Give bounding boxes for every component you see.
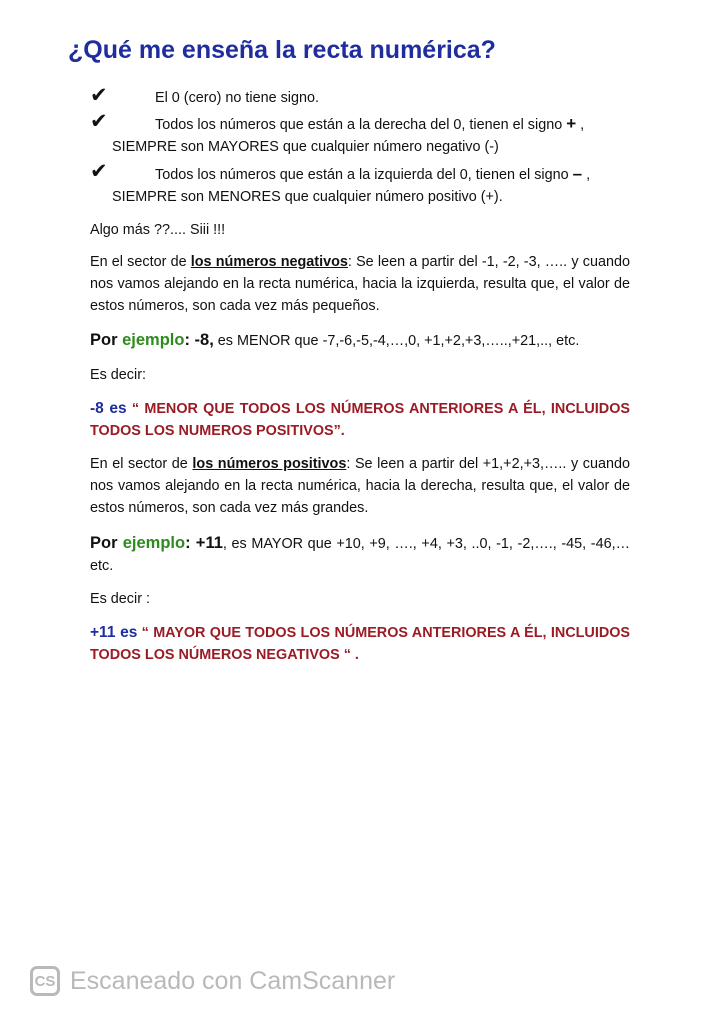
bullet-item <box>90 160 650 208</box>
ejemplo-word: ejemplo <box>122 534 186 552</box>
para-text: : Se leen a partir del +1,+2,+3,….. y cuando nos vamos alejando en la recta numérica, hacia la derecha, resulta que, el valor de estos números, son cada vez más grandes. <box>90 456 630 516</box>
negativos-paragraph <box>90 251 630 317</box>
bullet-text-end: , <box>582 167 591 183</box>
ejemplo-number: : +11 <box>185 534 223 552</box>
conclusion-number: +11 es <box>90 624 138 641</box>
bullet-item <box>90 84 650 109</box>
es-decir-text: Es decir: <box>90 367 146 383</box>
bullet-text-end: , <box>576 117 585 133</box>
plus-sign: + <box>566 114 577 133</box>
para-text: En el sector de <box>90 456 193 472</box>
para-text: En el sector de <box>90 254 191 270</box>
ejemplo-label: Por <box>90 534 123 552</box>
ejemplo-number: : -8, <box>184 331 214 349</box>
conclusion-text: “ MENOR QUE TODOS LOS NÚMEROS ANTERIORES A ÉL, INCLUIDOS TODOS LOS NUMEROS POSITIVOS”. <box>90 401 630 439</box>
camscanner-logo-icon: CS <box>30 966 60 996</box>
negativos-highlight: los números negativos <box>190 254 348 270</box>
es-decir-text: Es decir : <box>90 591 150 607</box>
conclusion-positivo <box>90 622 630 666</box>
ejemplo-word: ejemplo <box>122 331 185 349</box>
conclusion-text: “ MAYOR QUE TODOS LOS NÚMEROS ANTERIORES A ÉL, INCLUIDOS TODOS LOS NÚMEROS NEGATIVOS “ . <box>90 625 631 663</box>
ejemplo-text: es MENOR que -7,-6,-5,-4,…,0, +1,+2,+3,…..,+21,.., etc. <box>213 333 580 349</box>
bullet-text-line2: SIEMPRE son MAYORES que cualquier número negativo (-) <box>112 139 499 155</box>
bullet-text-line2: SIEMPRE son MENORES que cualquier número positivo (+). <box>112 189 503 205</box>
page-title: ¿Qué me enseña la recta numérica? <box>68 36 496 64</box>
ejemplo-text: , es MAYOR que +10, +9, …., +4, +3, ..0, -1, -2,…., -45, -46,…etc. <box>90 536 630 574</box>
bullet-text: Todos los números que están a la izquierda del 0, tienen el signo <box>155 167 573 183</box>
ejemplo-label: Por <box>90 331 123 349</box>
positivos-highlight: los números positivos <box>192 456 347 472</box>
bullet-item <box>90 110 650 158</box>
checkmark-icon: ✔ <box>90 84 108 107</box>
algo-mas-text: Algo más ??.... Siii !!! <box>90 222 226 238</box>
conclusion-number: -8 es <box>90 400 127 417</box>
checkmark-icon: ✔ <box>90 160 108 183</box>
positivos-paragraph <box>90 453 630 519</box>
ejemplo-positivo <box>90 532 630 577</box>
ejemplo-negativo <box>90 329 630 352</box>
conclusion-negativo <box>90 398 630 442</box>
minus-sign: – <box>572 164 583 183</box>
para-text: : Se leen a partir del -1, -2, -3, ….. y cuando nos vamos alejando en la recta numérica, hacia la izquierda, resulta que, el valor de estos números, son cada vez más pequeños. <box>90 254 630 314</box>
watermark-text: Escaneado con CamScanner <box>70 966 396 995</box>
camscanner-watermark <box>30 966 395 996</box>
bullet-text: Todos los números que están a la derecha del 0, tienen el signo <box>155 117 567 133</box>
bullet-text: El 0 (cero) no tiene signo. <box>155 90 319 106</box>
checkmark-icon: ✔ <box>90 110 108 133</box>
